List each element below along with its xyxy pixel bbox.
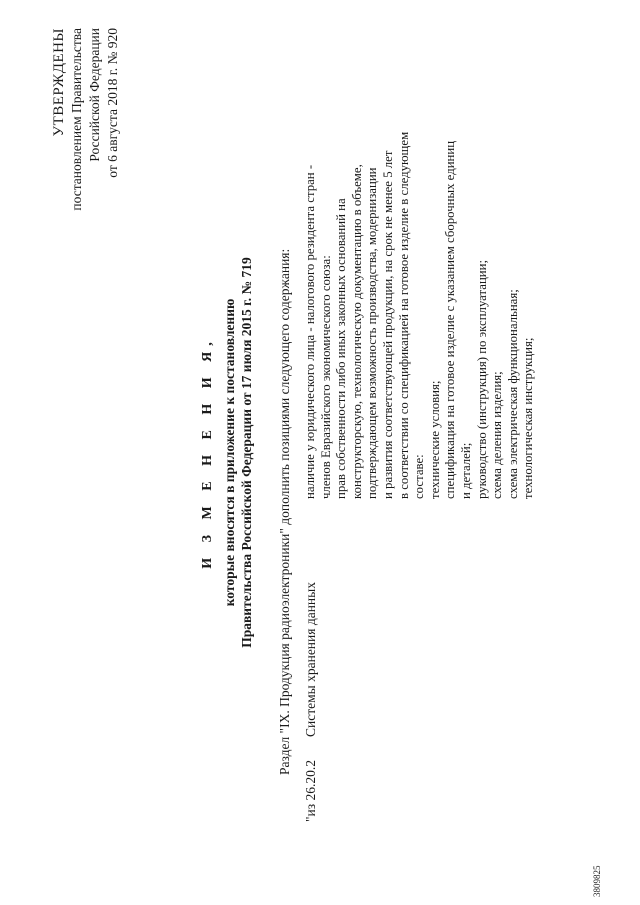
requirement-line: конструкторскую, технологическую документацию в объеме,: [349, 164, 364, 499]
section-intro: Раздел "IX. Продукция радиоэлектроники" дополнить позициями следующего содержания:: [277, 248, 292, 775]
approval-line-2: Российской Федерации: [87, 28, 102, 162]
approval-line-1: постановлением Правительства: [69, 28, 84, 211]
approval-block: [50, 28, 122, 211]
entry-name: Системы хранения данных: [303, 582, 318, 737]
requirement-line: в соответствии со спецификацией на готовое изделие в следующем: [396, 131, 411, 499]
approval-title: УТВЕРЖДЕНЫ: [51, 28, 67, 137]
requirement-line: подтверждающем возможность производства, модернизации: [365, 167, 380, 499]
approval-line-3: от 6 августа 2018 г. № 920: [105, 28, 120, 178]
entry-code: "из 26.20.2: [303, 760, 318, 822]
requirement-line: и деталей;: [458, 442, 473, 499]
document-number: 3809825: [592, 865, 602, 897]
requirement-line: спецификация на готовое изделие с указанием сборочных единиц: [443, 140, 458, 499]
requirement-line: составе:: [412, 454, 427, 499]
requirement-line: прав собственности либо иных законных оснований на: [334, 198, 349, 499]
requirement-line: схема деления изделия;: [490, 371, 505, 499]
requirements-list: [303, 132, 537, 499]
document-subtitle-1: которые вносятся в приложение к постановлению: [222, 298, 237, 607]
document-title: И З М Е Н Е Н И Я,: [200, 336, 215, 569]
requirement-line: руководство (инструкция) по эксплуатации;: [474, 259, 489, 499]
requirement-line: наличие у юридического лица - налогового резидента стран -: [303, 164, 317, 499]
requirement-line: технологическая инструкция;: [521, 337, 536, 499]
requirement-line: технические условия;: [427, 380, 442, 499]
requirement-line: и развития соответствующей продукции, на срок не менее 5 лет: [380, 150, 395, 499]
requirement-line: членов Евразийского экономического союза:: [318, 255, 333, 499]
document-subtitle-2: Правительства Российской Федерации от 17 июля 2015 г. № 719: [239, 257, 254, 648]
requirement-line: схема электрическая функциональная;: [505, 289, 520, 499]
